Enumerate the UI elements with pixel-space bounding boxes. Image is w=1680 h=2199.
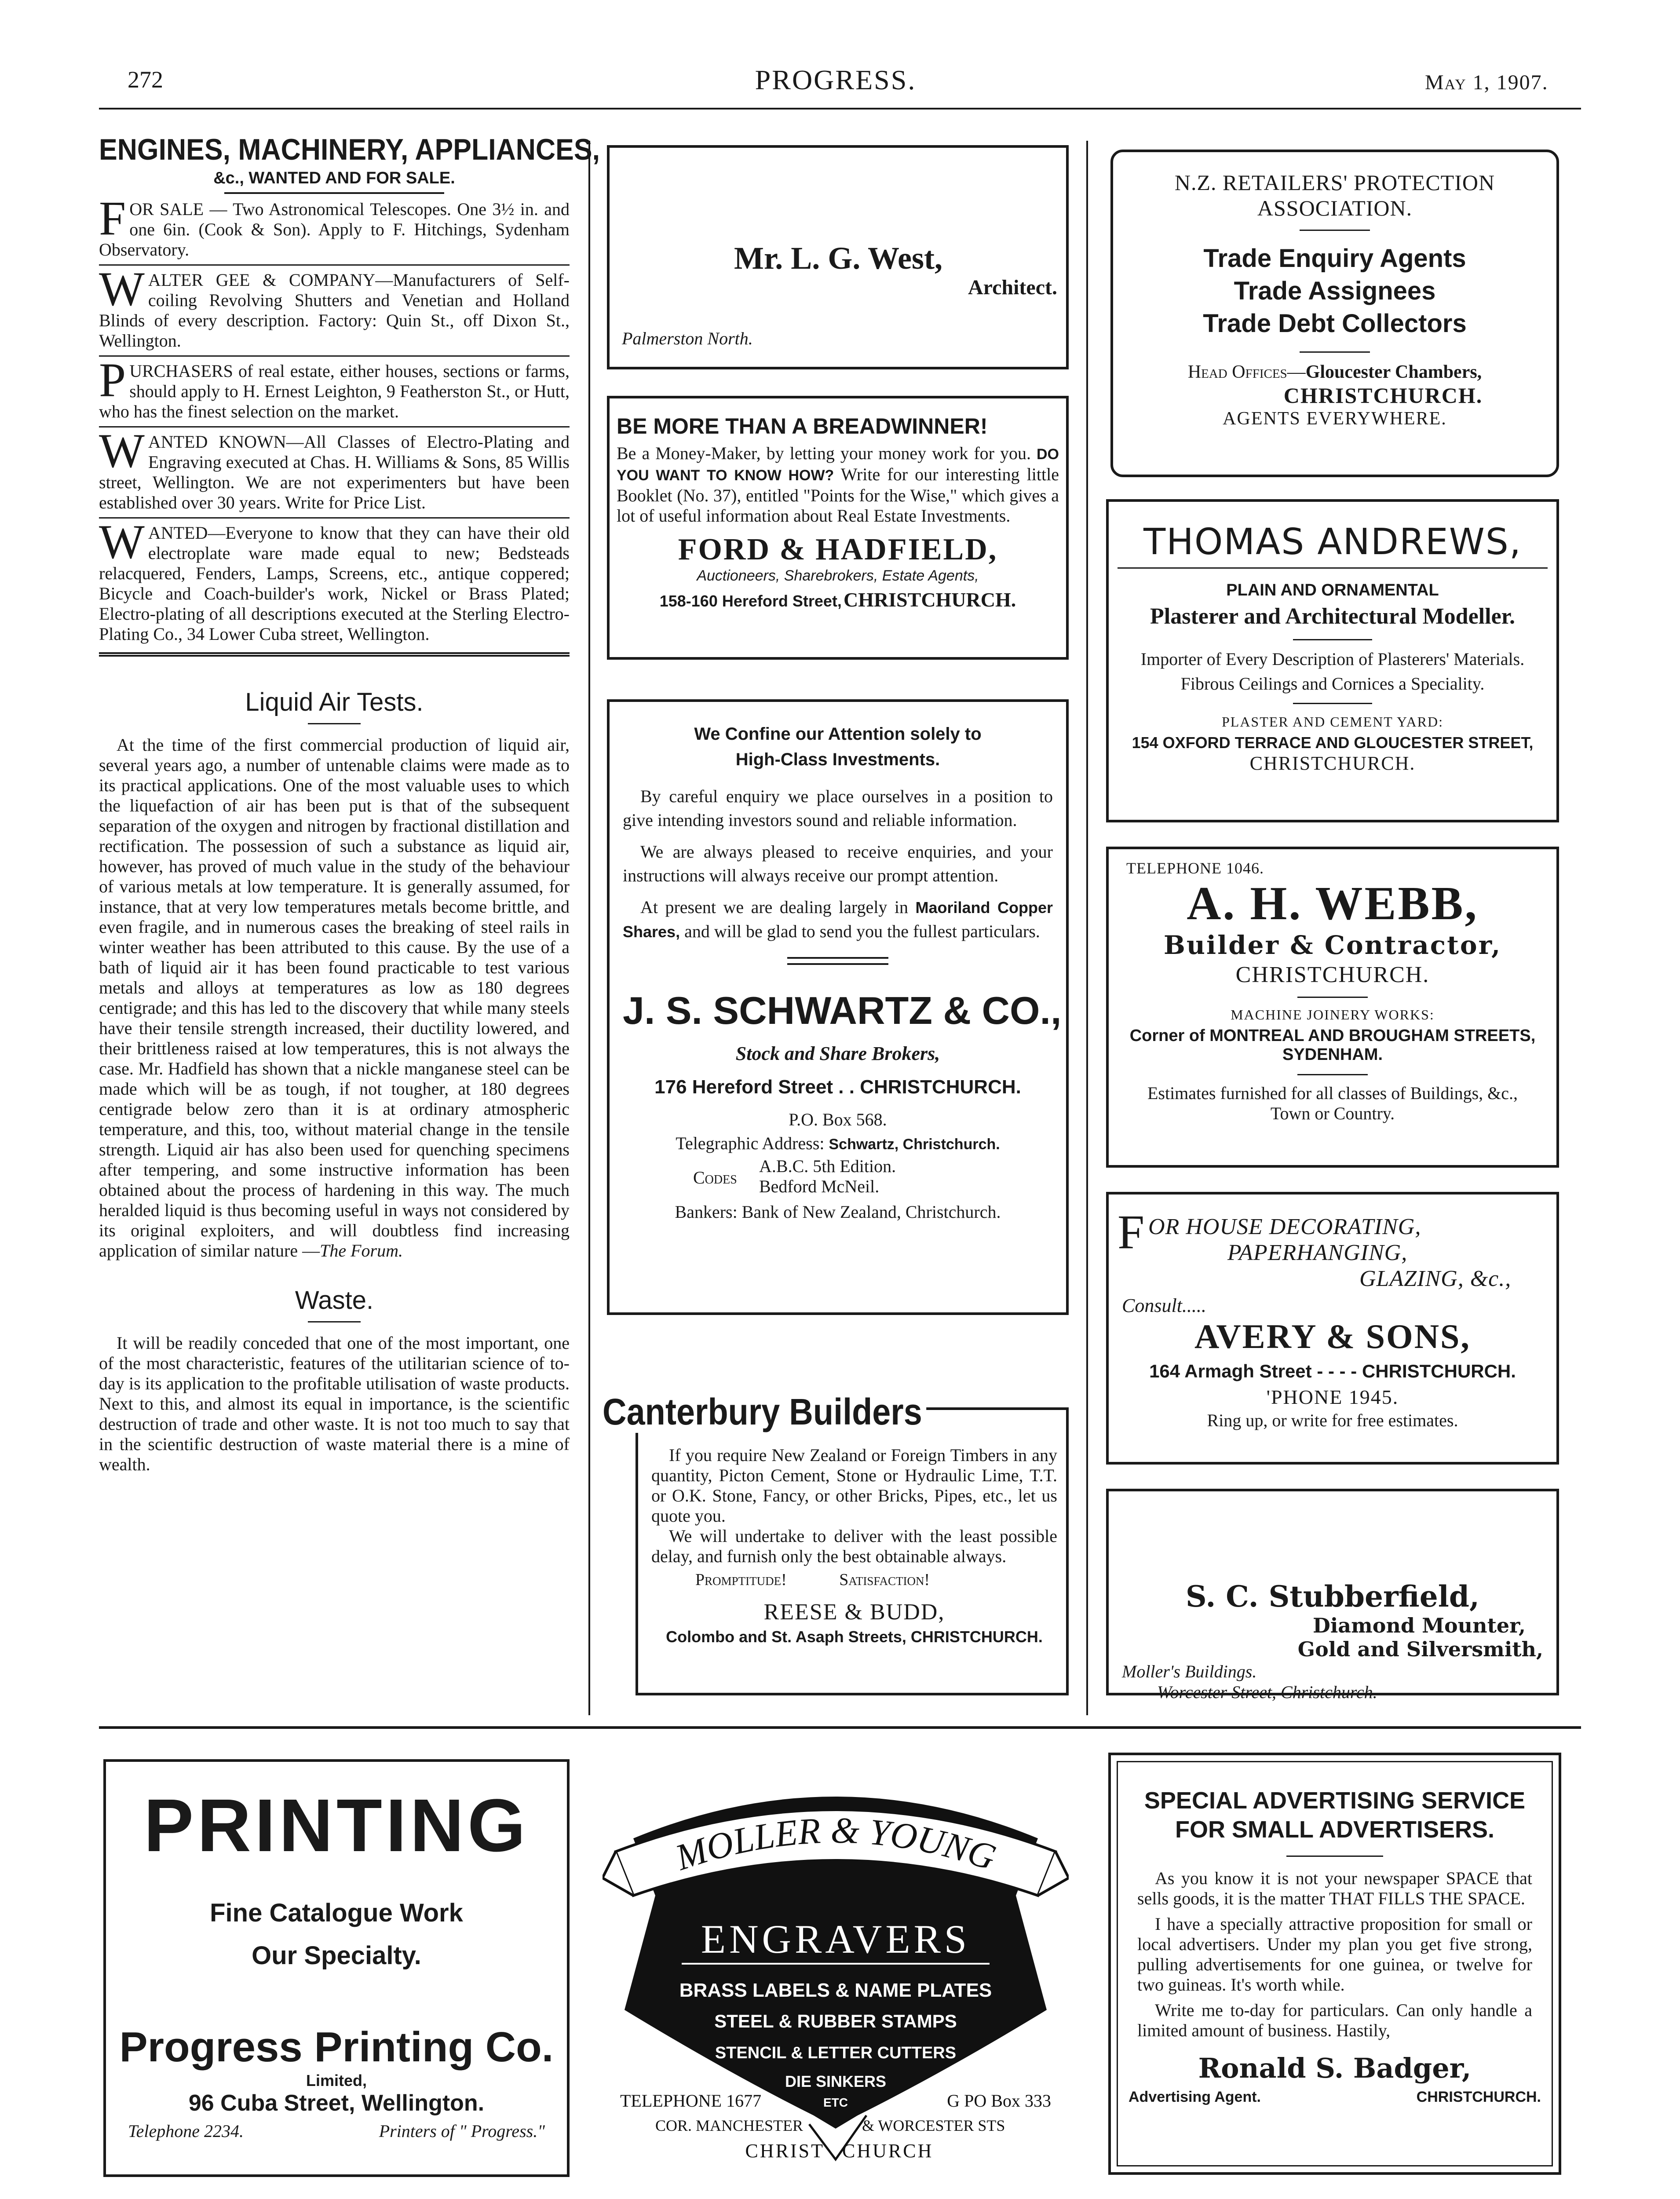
ad-sub: PLAIN AND ORNAMENTAL — [1226, 581, 1439, 599]
engraver-badge-icon — [603, 1764, 1069, 2186]
classified-ad — [99, 262, 570, 351]
advertiser-name: A. H. WEBB, — [1187, 877, 1479, 930]
badge-city: CHRIST — [745, 2140, 825, 2162]
page-number: 272 — [128, 66, 163, 93]
printing-footer — [115, 2121, 558, 2141]
advertiser-role: Plasterer and Architectural Modeller. — [1150, 604, 1515, 629]
address-line: Moller's Buildings. — [1122, 1662, 1257, 1681]
firm-name: FORD & HADFIELD, — [678, 533, 998, 566]
column-left — [99, 132, 600, 1475]
city: CHRISTCHURCH. — [1235, 962, 1430, 987]
bankers: Bankers: Bank of New Zealand, Christchurch. — [675, 1202, 1001, 1222]
badger-ad — [1108, 1753, 1561, 2175]
code-item: A.B.C. 5th Edition. — [759, 1156, 896, 1176]
advertiser-role: Advertising Agent. — [1129, 2089, 1261, 2105]
ad-heading: High-Class Investments. — [735, 750, 940, 769]
canterbury-heading: Canterbury Builders — [603, 1391, 926, 1433]
drop-cap: W — [99, 515, 145, 569]
ad-line: Our Specialty. — [252, 1941, 421, 1970]
ad-paragraph: By careful enquiry we place ourselves in a position to give intending investors sound and reliable information. — [623, 786, 1053, 830]
telegraphic-value: Schwartz, Christchurch. — [829, 1136, 1000, 1153]
retailers-ad — [1110, 150, 1559, 477]
ad-paragraph: I have a specially attractive proposition for small or local advertisers. Under my plan you get five strong, pulling advertisements for one guinea, or twelve for two guineas. It's worth while. — [1137, 1914, 1532, 1994]
drop-cap: F — [1118, 1205, 1145, 1259]
firm-address: 176 Hereford Street . . CHRISTCHURCH. — [654, 1076, 1021, 1098]
firm-role: Stock and Share Brokers, — [735, 1043, 940, 1064]
stubberfield-ad — [1106, 1489, 1559, 1702]
article-body: It will be readily conceded that one of the most important, one of the most characteristic, features of the utilitarian science of to-day is its application to the profitable utilisation of waste products. Next to this, and almost its equal in importance, is the scientific destruction of trade and other waste. It is not too much to say that in the scientific destruction of waste material there is a mine of wealth. — [99, 1333, 570, 1474]
article-title: Liquid Air Tests. — [245, 688, 424, 716]
telephone: TELEPHONE 1046. — [1126, 859, 1264, 877]
advertiser-name: THOMAS ANDREWS, — [1143, 521, 1522, 563]
motto-item: Promptitude! — [695, 1571, 787, 1589]
classified-heading: ENGINES, MACHINERY, APPLIANCES, — [99, 133, 600, 166]
moller-young-ad — [603, 1764, 1069, 2186]
address-city: CHRISTCHURCH. — [843, 588, 1016, 611]
classified-subheading: &c., WANTED AND FOR SALE. — [213, 169, 455, 187]
webb-ad — [1106, 847, 1559, 1168]
badge-corner: COR. MANCHESTER — [655, 2117, 803, 2134]
badge-line: STEEL & RUBBER STAMPS — [714, 2011, 957, 2031]
ad-paragraph: As you know it is not your newspaper SPACE that sells goods, it is the matter THAT FILLS THE SPACE. — [1137, 1868, 1532, 1908]
classified-ad-text: ANTED KNOWN—All Classes of Electro-Plating and Engraving executed at Chas. H. Williams & Sons, 85 Willis street, Wellington. We are not experimenters but have been established over 30 years. Write for Price List. — [99, 432, 570, 512]
firm-limited: Limited, — [306, 2071, 367, 2089]
firm-name: AVERY & SONS, — [1194, 1317, 1471, 1355]
motto — [651, 1570, 1057, 1589]
ad-line: GLAZING, &c., — [1359, 1266, 1512, 1291]
ad-heading: BE MORE THAN A BREADWINNER! — [617, 414, 988, 438]
ad-paragraph — [623, 895, 1053, 944]
offices-value: Gloucester Chambers, — [1305, 362, 1482, 382]
badge-line: STENCIL & LETTER CUTTERS — [715, 2044, 957, 2062]
motto-item: Satisfaction! — [839, 1571, 930, 1589]
address-street: 158-160 Hereford Street, — [659, 592, 842, 610]
classified-ad-text: URCHASERS of real estate, either houses, sections or farms, should apply to H. Ernest Leighton, 9 Featherston St., or Hutt, who has the finest selection on the market. — [99, 361, 570, 421]
service-line: Trade Enquiry Agents — [1203, 244, 1466, 273]
ad-paragraph: We will undertake to deliver with the least possible delay, and furnish only the best obtainable always. — [651, 1526, 1057, 1566]
drop-cap: P — [99, 353, 126, 407]
andrews-ad — [1106, 499, 1559, 822]
classified-ad — [99, 424, 570, 513]
badge-telephone: TELEPHONE 1677 — [620, 2091, 762, 2111]
ad-text: Be a Money-Maker, by letting your money work for you. — [617, 443, 1031, 463]
service-line: Trade Assignees — [1234, 277, 1436, 305]
classified-ad — [99, 353, 570, 422]
section-rule — [99, 1726, 1581, 1729]
ad-line: OR HOUSE DECORATING, — [1148, 1214, 1421, 1239]
telegraphic-address — [623, 1133, 1053, 1154]
drop-cap: W — [99, 424, 145, 478]
west-ad — [607, 145, 1069, 369]
codes-label: Codes — [693, 1168, 737, 1187]
ad-body — [617, 443, 1059, 526]
firm-role: Auctioneers, Sharebrokers, Estate Agents, — [697, 567, 979, 584]
advertiser-role: Diamond Mounter, — [1312, 1614, 1526, 1637]
ad-text: At present we are dealing largely in — [640, 897, 909, 917]
city: CHRISTCHURCH. — [1416, 2089, 1541, 2105]
ad-line: Fine Catalogue Work — [210, 1899, 463, 1927]
firm-name: Progress Printing Co. — [119, 2024, 554, 2071]
article-body — [99, 735, 570, 1261]
ad-line: Importer of Every Description of Plasterers' Materials. — [1140, 649, 1525, 669]
ad-paragraph: If you require New Zealand or Foreign Timbers in any quantity, Picton Cement, Stone or Hydraulic Lime, T.T. or O.K. Stone, Fancy, or other Bricks, Pipes, etc., let us quote you. — [651, 1445, 1057, 1526]
offices-label: Head Offices— — [1187, 362, 1306, 382]
ring-line: Ring up, or write for free estimates. — [1207, 1410, 1458, 1430]
ad-line: Fibrous Ceilings and Cornices a Speciality. — [1180, 674, 1485, 694]
yard-city: CHRISTCHURCH. — [1249, 752, 1416, 774]
advertiser-role: Gold and Silversmith, — [1297, 1637, 1543, 1661]
agents-line: AGENTS EVERYWHERE. — [1223, 409, 1447, 429]
ad-text: and will be glad to send you the fullest particulars. — [684, 921, 1040, 941]
ad-title: FOR SMALL ADVERTISERS. — [1175, 1816, 1495, 1843]
classified-ad — [99, 191, 570, 260]
badge-line: BRASS LABELS & NAME PLATES — [679, 1980, 992, 2001]
yard-label: PLASTER AND CEMENT YARD: — [1221, 714, 1444, 730]
classified-ad-text: ALTER GEE & COMPANY—Manufacturers of Self-coiling Revolving Shutters and Venetian and Holland Blinds of every description. Factory: Quin St., off Dixon St., Wellington. — [99, 270, 570, 351]
masthead-title: PROGRESS. — [755, 64, 917, 95]
badge-line: DIE SINKERS — [785, 2072, 887, 2090]
advertiser-place: Palmerston North. — [622, 329, 753, 348]
ad-text-bold: DO YOU WANT TO KNOW HOW? — [617, 446, 1059, 484]
article-source: The Forum. — [320, 1241, 403, 1260]
city: CHRISTCHURCH. — [1283, 383, 1483, 408]
classified-ad — [99, 515, 570, 644]
advertiser-name: Ronald S. Badger, — [1198, 2052, 1472, 2084]
column-rule — [1086, 141, 1088, 1715]
address-line: Worcester Street, Christchurch. — [1157, 1682, 1377, 1702]
drop-cap: W — [99, 262, 145, 316]
article-text: At the time of the first commercial production of liquid air, several years ago, a number of untenable claims were made as to its practical applications. One of the most valuable uses to which the liquefaction of air has been put is that of the subsequent separation of the oxygen and nitrogen by fractional distillation and rectification. The possession of such a substance as liquid air, however, has proved of much value in the study of the behaviour of various metals at low temperature. It is generally assumed, for instance, that at very low temperatures metals become brittle, and even fragile, and in numerous cases the breaking of steel rails in winter weather has been attributed to this cause. By the use of a bath of liquid air it has been found practicable to test various metals and alloys at temperatures as low as 180 degrees centigrade; and this has led to the discovery that while many steels have their tensile strength increased, their ductility lowered, and their brittleness raised at low temperatures, this is not always the case. Mr. Hadfield has shown that a nickle manganese steel can be made which will be as tough, if not tougher, at 180 degrees centigrade below zero than it is at ordinary atmospheric temperature, and this, too, without material change in the tensile strength. Liquid air has also been used for quenching specimens after tempering, and some instructive information has been obtained about the process of hardening in this way. The much heralded liquid is thus becoming useful in ways not considered by its original exploiters, and will doubtless find increasing application of similar nature — — [99, 735, 570, 1260]
advertiser-name: Mr. L. G. West, — [734, 241, 942, 276]
badger-footer — [1124, 2089, 1545, 2106]
service-line: Trade Debt Collectors — [1203, 309, 1467, 338]
advertiser-name: S. C. Stubberfield, — [1186, 1579, 1479, 1614]
printing-ad — [103, 1759, 570, 2177]
avery-ad — [1106, 1192, 1559, 1465]
po-box: P.O. Box 568. — [789, 1110, 887, 1129]
canterbury-builders-ad — [635, 1407, 1069, 1695]
telephone: Telephone 2234. — [128, 2121, 244, 2141]
classified-ad-text: ANTED—Everyone to know that they can have their old electroplate ware made equal to new; Bedsteads relacquered, Fenders, Lamps, Screens, etc., antique coppered; Bicycle and Coach-builder's work, Nickel or Brass Plated; Electro-plating of all descriptions executed at the Sterling Electro-Plating Co., 34 Lower Cuba street, Wellington. — [99, 523, 570, 644]
drop-cap: F — [99, 191, 126, 245]
schwartz-ad — [607, 699, 1069, 1315]
works-address: Corner of MONTREAL AND BROUGHAM STREETS, — [1129, 1026, 1536, 1045]
ad-paragraph: Write me to-day for particulars. Can only handle a limited amount of business. Hastily, — [1137, 2000, 1532, 2040]
ad-heading: We Confine our Attention solely to — [694, 724, 982, 744]
firm-name: J. S. SCHWARTZ & CO., — [623, 989, 1062, 1032]
header-rule — [99, 108, 1581, 110]
badge-corner: & WORCESTER STS — [862, 2117, 1005, 2134]
advertiser-role: Architect. — [968, 276, 1057, 299]
advertiser-role: Builder & Contractor, — [1163, 930, 1502, 960]
firm-address: Colombo and St. Asaph Streets, CHRISTCHURCH. — [666, 1628, 1043, 1646]
issue-date: May 1, 1907. — [1425, 71, 1549, 94]
ad-text-bold: Maoriland Copper Shares, — [623, 899, 1053, 941]
column-rule — [588, 141, 590, 1715]
telegraphic-label: Telegraphic Address: — [676, 1133, 825, 1153]
article-title: Waste. — [295, 1286, 374, 1315]
estimates-line: Estimates furnished for all classes of Buildings, &c., Town or Country. — [1147, 1083, 1518, 1123]
firm-address: 164 Armagh Street - - - - CHRISTCHURCH. — [1149, 1361, 1516, 1381]
firm-name: REESE & BUDD, — [763, 1600, 945, 1625]
firm-address: 96 Cuba Street, Wellington. — [188, 2090, 485, 2116]
badge-line: ETC — [823, 2096, 848, 2109]
ad-title: PRINTING — [143, 1784, 530, 1867]
badge-arch-text: MOLLER & YOUNG — [670, 1810, 1001, 1878]
ad-title: SPECIAL ADVERTISING SERVICE — [1144, 1787, 1526, 1814]
ad-title: N.Z. RETAILERS' PROTECTION — [1174, 170, 1495, 195]
badge-banner: ENGRAVERS — [701, 1917, 971, 1962]
code-item: Bedford McNeil. — [759, 1176, 880, 1196]
codes-block — [623, 1156, 1053, 1198]
works-address: SYDENHAM. — [1282, 1045, 1383, 1064]
yard-address: 154 OXFORD TERRACE AND GLOUCESTER STREET, — [1132, 734, 1534, 752]
ad-line: PAPERHANGING, — [1227, 1240, 1408, 1265]
ad-text: Write for our interesting little Booklet (No. 37), entitled "Points for the Wise," which gives a lot of useful information about Real Estate Investments. — [617, 464, 1059, 526]
firm-address — [617, 588, 1059, 611]
consult: Consult..... — [1122, 1295, 1206, 1316]
phone: 'PHONE 1945. — [1266, 1386, 1399, 1408]
head-offices — [1122, 362, 1548, 383]
classified-ad-text: OR SALE — Two Astronomical Telescopes. One 3½ in. and one 6in. (Cook & Son). Apply to F. Hitchings, Sydenham Observatory. — [99, 199, 570, 259]
badge-gpo: G PO Box 333 — [947, 2091, 1051, 2111]
ad-title: ASSOCIATION. — [1257, 196, 1413, 220]
badge-city: CHURCH — [842, 2140, 934, 2162]
breadwinner-ad — [607, 396, 1069, 660]
printers-line: Printers of " Progress." — [379, 2121, 545, 2141]
ad-paragraph: We are always pleased to receive enquiries, and your instructions will always receive our prompt attention. — [623, 842, 1053, 885]
works-label: MACHINE JOINERY WORKS: — [1231, 1007, 1435, 1023]
